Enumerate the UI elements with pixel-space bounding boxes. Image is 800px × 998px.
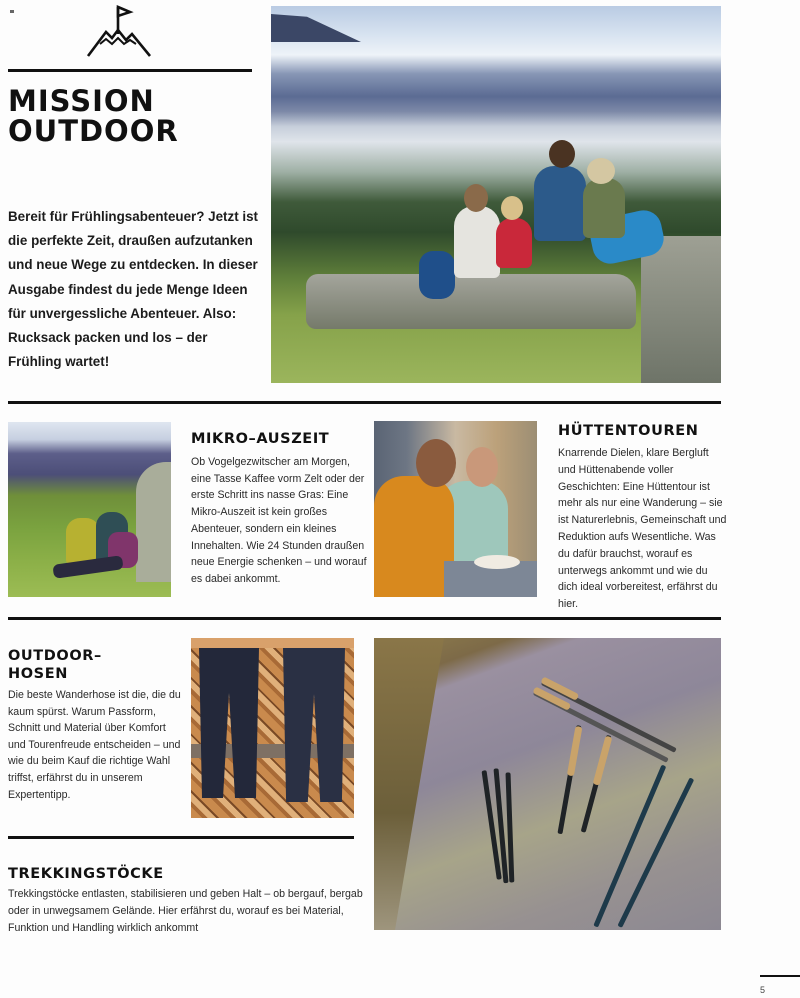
huettentouren-text: Knarrende Dielen, klare Bergluft und Hüttenabende voller Geschichten: Eine Hüttentour ist mehr als nur eine Wanderung – sie ist Naturerlebnis, Gemeinschaft und Reduktion aufs Wesentliche. Was du dafür brauchst, worauf es unterwegs ankommt und wie du dich ideal vorbereitest, erfährst du hier. [558,447,727,611]
hero-photo [271,6,721,383]
intro-text: Bereit für Frühlingsabenteuer? Jetzt ist die perfekte Zeit, draußen aufzutanken und neue Wege zu entdecken. In dieser Ausgabe findest du jede Menge Ideen für unvergessliche Abenteuer. Also: Rucksack packen und los – der Frühling wartet! [8,209,258,370]
mikro-auszeit-photo [8,422,171,597]
footer-rule [760,975,800,977]
page-title [8,86,179,146]
corner-mark [10,10,14,13]
trekkingstoecke-text: Trekkingstöcke entlasten, stabilisieren und geben Halt – ob bergauf, bergab oder in unwegsamem Gelände. Hier erfährst du, worauf es bei Material, Funktion und Handling wirklich ankommt [8,888,363,934]
section-divider-3 [8,836,354,839]
mikro-auszeit-title: MIKRO–AUSZEIT [191,431,330,447]
outdoor-hosen-title-line2: HOSEN [8,666,68,682]
page-title-line1: MISSION [8,84,155,118]
page-number: 5 [760,985,766,995]
page-title-line2: OUTDOOR [8,114,179,148]
mikro-auszeit-text: Ob Vogelgezwitscher am Morgen, eine Tasse Kaffee vorm Zelt oder der erste Schritt ins nasse Gras: Eine Mikro-Auszeit ist kein großes Abenteuer, sondern ein kleines Innehalten. Wie 24 Stunden draußen neue Energie schenken – und worauf es dabei ankommt. [191,456,367,585]
trekkingstoecke-title: TREKKINGSTÖCKE [8,866,164,882]
outdoor-hosen-title [8,647,102,683]
outdoor-hosen-photo [191,638,354,818]
outdoor-hosen-title-line1: OUTDOOR– [8,648,102,664]
header-rule [8,69,252,72]
huettentouren-photo [374,421,537,597]
trekkingstoecke-photo [374,638,721,930]
outdoor-hosen-text: Die beste Wanderhose ist die, die du kaum spürst. Warum Passform, Schnitt und Material über Komfort und Tourenfreude entscheiden – und wie du beim Kauf die richtige Wahl triffst, erfährst du in unserem Expertentipp. [8,689,181,801]
section-divider-2 [8,617,721,620]
section-divider-1 [8,401,721,404]
huettentouren-title: HÜTTENTOUREN [558,423,699,439]
mountain-flag-icon [86,4,152,60]
